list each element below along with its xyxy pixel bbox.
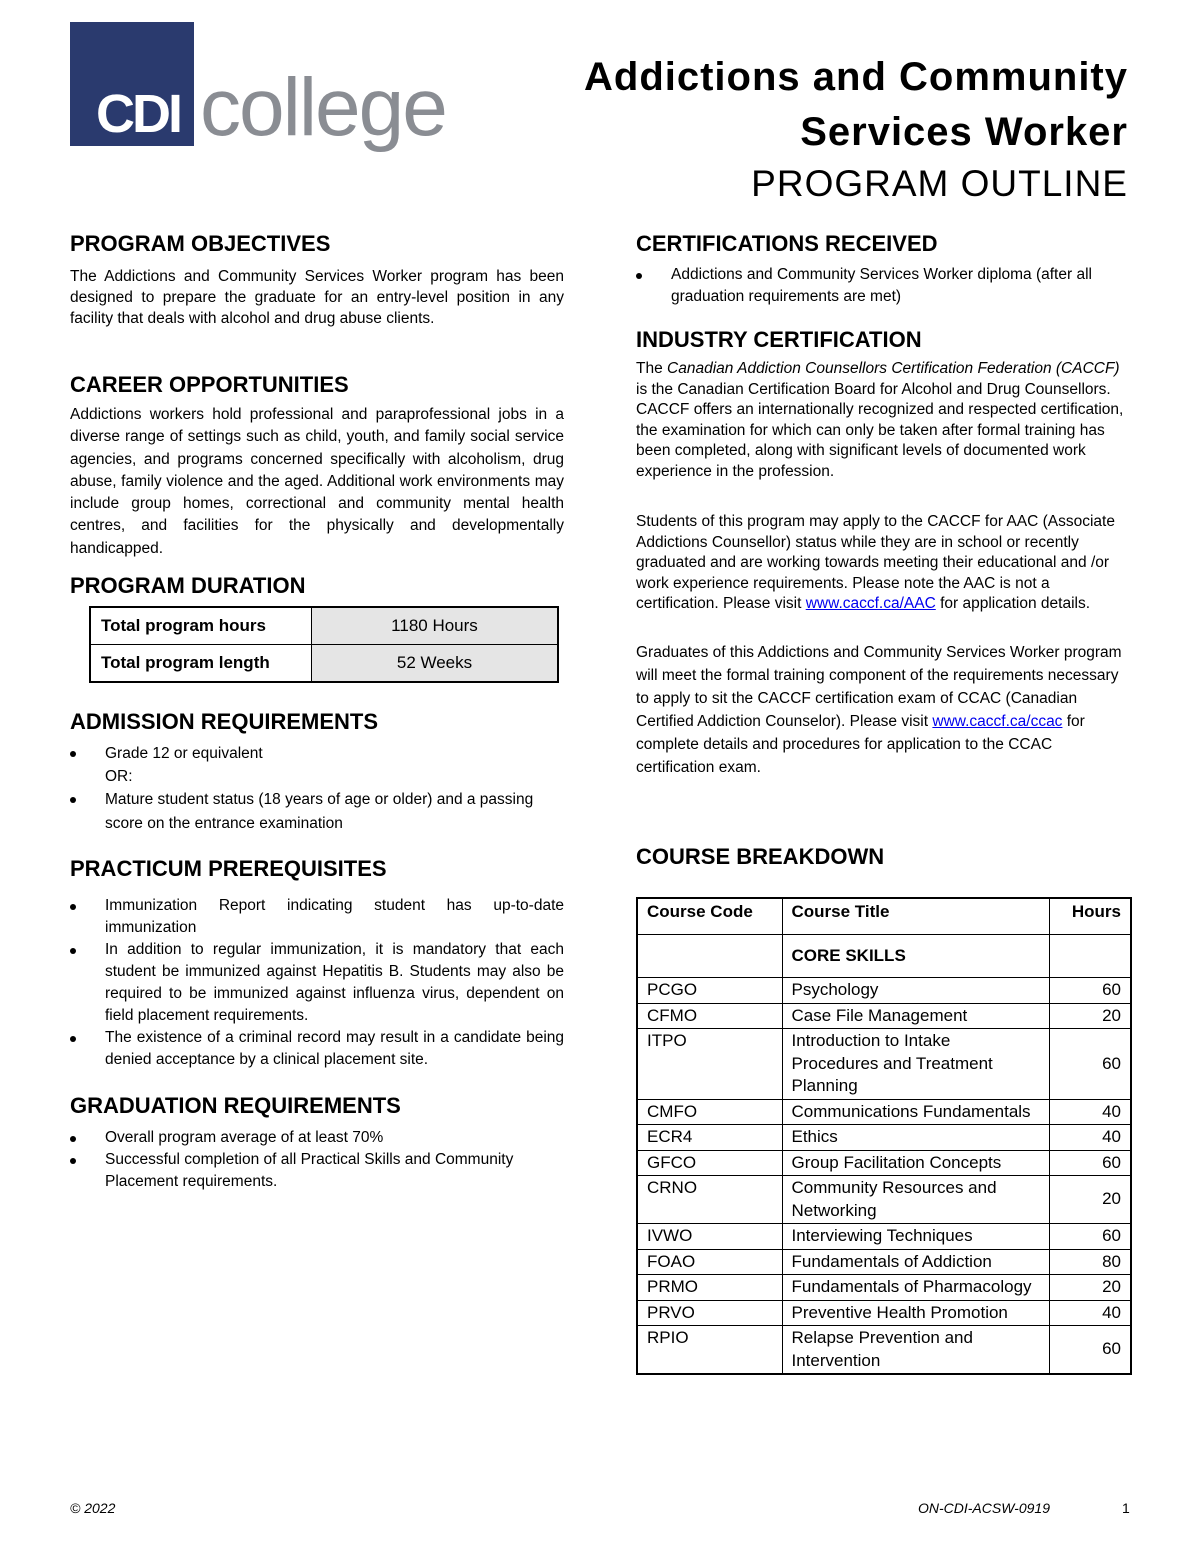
table-row <box>637 1029 1131 1100</box>
course-title: Fundamentals of Pharmacology <box>782 1275 1049 1301</box>
career-text: Addictions workers hold professional and paraprofessional jobs in a diverse range of settings such as child, youth, and family social service agencies, and programs concerned specifically with alcoholism, drug abuse, family violence and the aged. Additional work environments may include group homes, correctional and community mental health centres, and facilities for the physically and developmentally handicapped. <box>70 406 564 557</box>
course-title: Communications Fundamentals <box>782 1099 1049 1125</box>
table-row <box>637 1300 1131 1326</box>
list-item-or: OR: <box>105 768 133 785</box>
career-heading: CAREER OPPORTUNITIES <box>70 372 349 397</box>
course-code: CRNO <box>637 1176 782 1224</box>
admission-list <box>70 742 564 836</box>
list-item: Addictions and Community Services Worker diploma (after all graduation requirements are met) <box>636 264 1130 308</box>
course-hours: 40 <box>1049 1099 1131 1125</box>
duration-table <box>89 606 559 683</box>
course-code: RPIO <box>637 1326 782 1375</box>
course-code: PRVO <box>637 1300 782 1326</box>
table-row <box>637 1176 1131 1224</box>
practicum-heading: PRACTICUM PREREQUISITES <box>70 856 387 881</box>
list-item: The existence of a criminal record may result in a candidate being denied acceptance by a clinical placement site. <box>70 1027 564 1071</box>
industry-heading: INDUSTRY CERTIFICATION <box>636 327 922 352</box>
title-line-2: Services Worker <box>800 110 1128 154</box>
courses-heading: COURSE BREAKDOWN <box>636 844 885 869</box>
course-hours: 80 <box>1049 1249 1131 1275</box>
list-item: Mature student status (18 years of age or older) and a passing score on the entrance examination <box>70 788 564 836</box>
duration-value: 1180 Hours <box>312 607 559 645</box>
graduation-list <box>70 1127 564 1193</box>
list-item: Immunization Report indicating student has up-to-date immunization <box>70 895 564 939</box>
page-title <box>488 50 1128 160</box>
course-title: Preventive Health Promotion <box>782 1300 1049 1326</box>
industry-paragraph-2: Students of this program may apply to the CACCF for AAC (Associate Addictions Counsellor) status while they are in school or recently graduated and are working towards meeting their educational and /or work experience requirements. Please note the AAC is not a certification. Please visit www.caccf.ca/AAC for application details. <box>636 513 1115 612</box>
course-code: IVWO <box>637 1224 782 1250</box>
course-code: ECR4 <box>637 1125 782 1151</box>
course-code: PRMO <box>637 1275 782 1301</box>
table-row <box>90 645 558 683</box>
course-hours: 20 <box>1049 1003 1131 1029</box>
admission-section <box>70 708 564 836</box>
bullet-icon <box>70 904 76 910</box>
course-hours: 40 <box>1049 1125 1131 1151</box>
duration-label: Total program length <box>90 645 312 683</box>
course-hours: 60 <box>1049 1326 1131 1375</box>
course-hours: 20 <box>1049 1275 1131 1301</box>
industry-paragraph-1: The Canadian Addiction Counsellors Certification Federation (CACCF) is the Canadian Certification Board for Alcohol and Drug Counsellors. CACCF offers an internationally recognized and respected certification, the examination for which can only be taken after formal training has been completed, along with significant levels of documented work experience in the profession. <box>636 360 1124 480</box>
course-hours: 60 <box>1049 978 1131 1004</box>
aac-link[interactable]: www.caccf.ca/AAC <box>805 595 936 612</box>
ccac-link[interactable]: www.caccf.ca/ccac <box>932 712 1063 730</box>
certifications-list <box>636 264 1130 308</box>
course-title: Ethics <box>782 1125 1049 1151</box>
course-hours: 60 <box>1049 1029 1131 1100</box>
course-hours: 60 <box>1049 1150 1131 1176</box>
course-code: PCGO <box>637 978 782 1004</box>
table-row <box>637 978 1131 1004</box>
logo-wordmark: college <box>200 62 446 153</box>
footer-copyright: © 2022 <box>70 1500 116 1516</box>
graduation-heading: GRADUATION REQUIREMENTS <box>70 1093 401 1118</box>
duration-section <box>70 572 564 683</box>
course-title: Community Resources and Networking <box>782 1176 1049 1224</box>
footer-page-number: 1 <box>1122 1500 1130 1516</box>
practicum-section <box>70 855 564 1071</box>
graduation-section <box>70 1092 564 1193</box>
table-row <box>637 1125 1131 1151</box>
admission-heading: ADMISSION REQUIREMENTS <box>70 709 379 734</box>
course-table <box>636 897 1132 1375</box>
list-item: In addition to regular immunization, it is mandatory that each student be immunized against Hepatitis B. Students may also be required to be immunized against influenza virus, dependent on field placement requirements. <box>70 939 564 1027</box>
bullet-icon <box>70 797 76 803</box>
course-title: Group Facilitation Concepts <box>782 1150 1049 1176</box>
bullet-icon <box>636 273 642 279</box>
certifications-heading: CERTIFICATIONS RECEIVED <box>636 231 938 256</box>
table-row <box>637 1099 1131 1125</box>
duration-value: 52 Weeks <box>312 645 559 683</box>
course-hours: 20 <box>1049 1176 1131 1224</box>
list-item: Grade 12 or equivalent <box>70 742 564 765</box>
table-row <box>637 1150 1131 1176</box>
table-row <box>637 1003 1131 1029</box>
title-line-1: Addictions and Community <box>584 55 1128 99</box>
course-hours: 60 <box>1049 1224 1131 1250</box>
course-title: Psychology <box>782 978 1049 1004</box>
bullet-icon <box>70 1136 76 1142</box>
objectives-section <box>70 230 564 329</box>
column-header: Hours <box>1049 898 1131 935</box>
course-code: CMFO <box>637 1099 782 1125</box>
certifications-section <box>636 230 1130 308</box>
objectives-heading: PROGRAM OBJECTIVES <box>70 231 331 256</box>
caccf-name: Canadian Addiction Counsellors Certification Federation (CACCF) <box>667 360 1120 377</box>
course-code: GFCO <box>637 1150 782 1176</box>
course-title: Fundamentals of Addiction <box>782 1249 1049 1275</box>
duration-label: Total program hours <box>90 607 312 645</box>
column-header: Course Title <box>782 898 1049 935</box>
course-title: Introduction to Intake Procedures and Treatment Planning <box>782 1029 1049 1100</box>
table-row <box>637 1249 1131 1275</box>
course-title: Relapse Prevention and Intervention <box>782 1326 1049 1375</box>
table-row <box>637 1224 1131 1250</box>
course-title: Case File Management <box>782 1003 1049 1029</box>
logo-mark <box>70 22 194 146</box>
list-item: Successful completion of all Practical Skills and Community Placement requirements. <box>70 1149 564 1193</box>
table-row <box>637 1275 1131 1301</box>
page-subtitle: PROGRAM OUTLINE <box>751 163 1128 204</box>
table-header-row <box>637 898 1131 935</box>
section-row <box>637 935 1131 978</box>
courses-section <box>636 843 1130 1375</box>
objectives-text: The Addictions and Community Services Worker program has been designed to prepare the graduate for an entry-level position in any facility that deals with alcohol and drug abuse clients. <box>70 268 564 327</box>
table-row <box>90 607 558 645</box>
career-section <box>70 371 564 560</box>
course-title: Interviewing Techniques <box>782 1224 1049 1250</box>
bullet-icon <box>70 948 76 954</box>
industry-paragraph-3: Graduates of this Addictions and Community Services Worker program will meet the formal training component of the requirements necessary to apply to sit the CACCF certification exam of CCAC (Canadian Certified Addiction Counselor). Please visit www.caccf.ca/ccac for complete details and procedures for application to the CCAC certification exam. <box>636 643 1122 776</box>
practicum-list <box>70 895 564 1071</box>
course-code: ITPO <box>637 1029 782 1100</box>
course-code: CFMO <box>637 1003 782 1029</box>
logo-mark-text: CDI <box>96 84 180 144</box>
bullet-icon <box>70 751 76 757</box>
industry-section <box>636 326 1130 779</box>
section-label: CORE SKILLS <box>782 935 1049 978</box>
column-header: Course Code <box>637 898 782 935</box>
course-code: FOAO <box>637 1249 782 1275</box>
table-row <box>637 1326 1131 1375</box>
footer-doc-code: ON-CDI-ACSW-0919 <box>918 1500 1050 1516</box>
course-hours: 40 <box>1049 1300 1131 1326</box>
list-item: Overall program average of at least 70% <box>70 1127 564 1149</box>
bullet-icon <box>70 1036 76 1042</box>
duration-heading: PROGRAM DURATION <box>70 573 306 598</box>
bullet-icon <box>70 1158 76 1164</box>
